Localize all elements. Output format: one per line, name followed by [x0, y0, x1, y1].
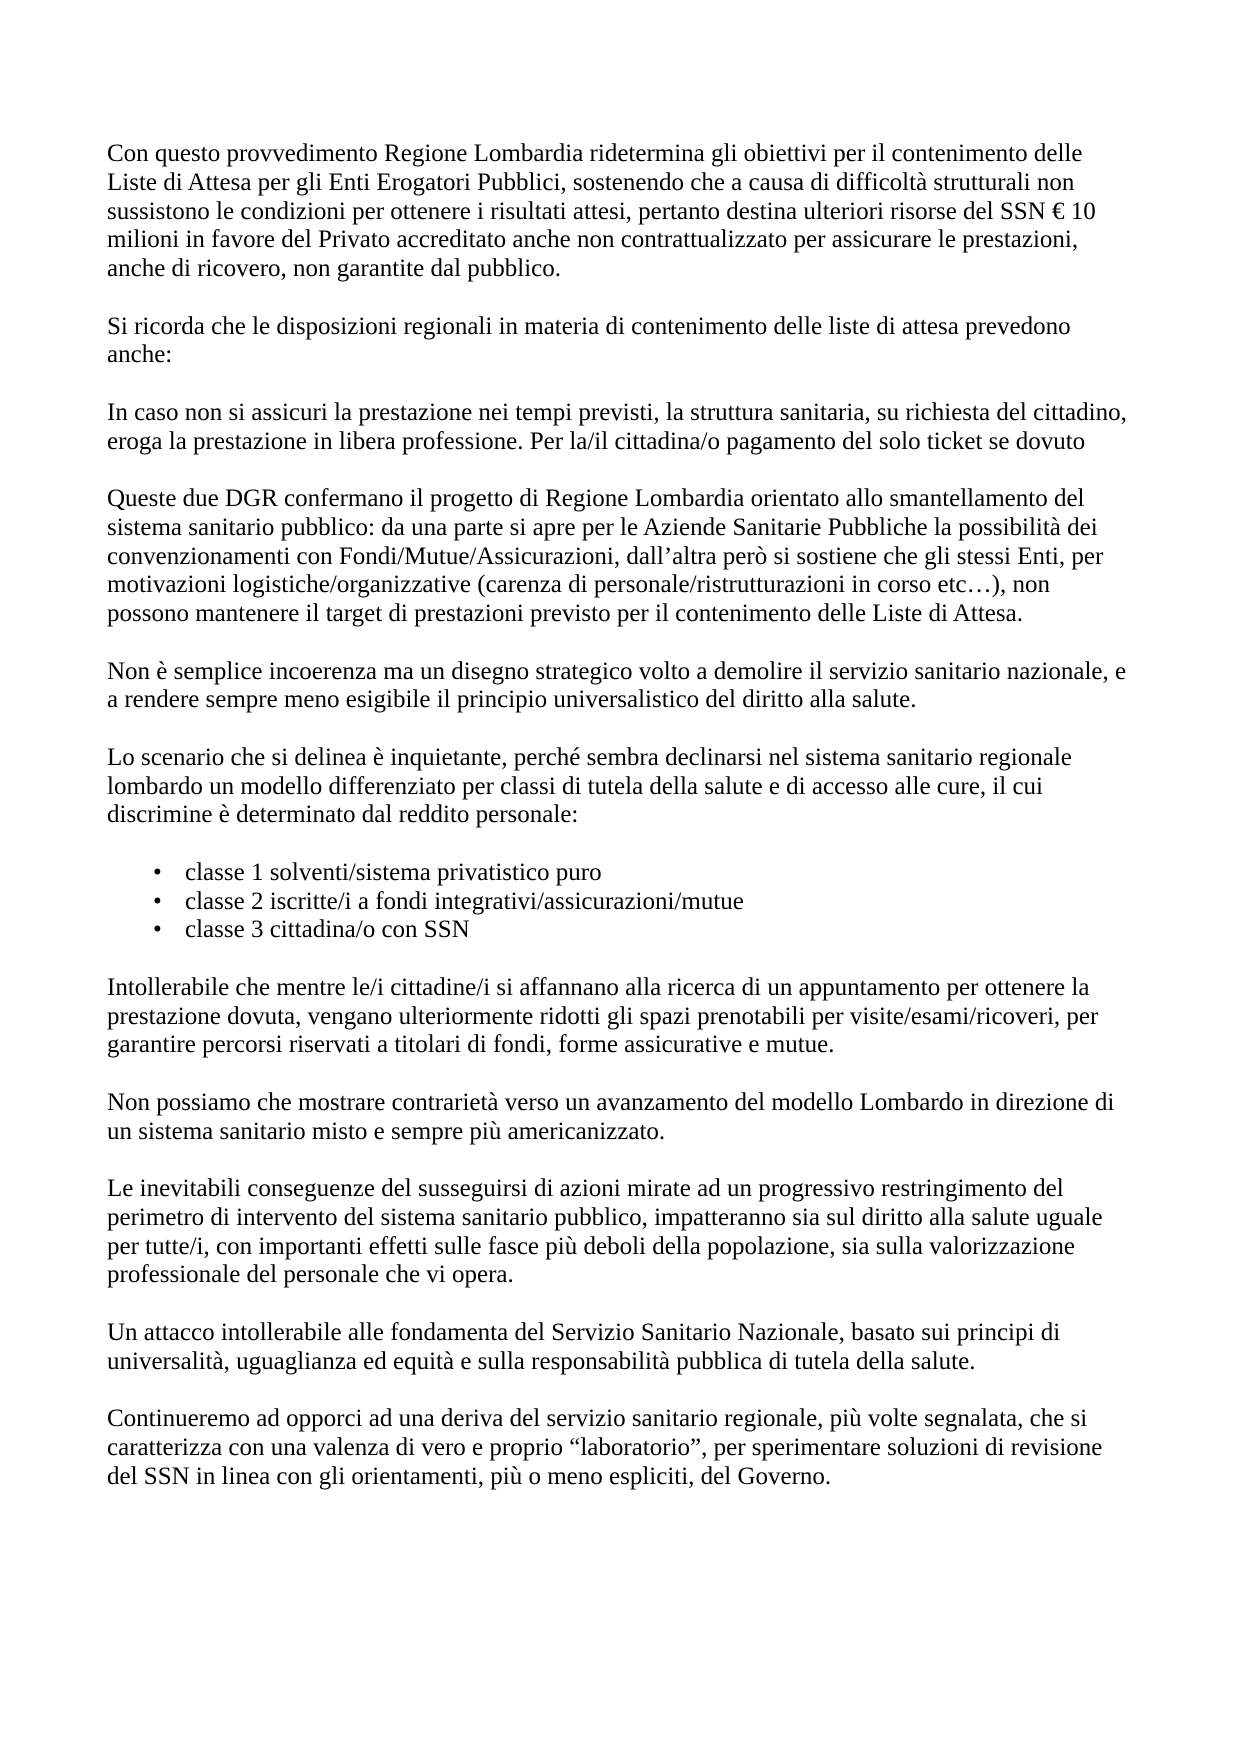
paragraph-intollerabile: Intollerabile che mentre le/i cittadine/i si affannano alla ricerca di un appuntamento per ottenere la prestazione dovuta, vengano ulteriormente ridotti gli spazi prenotabili per visite/esami/ricoveri, per garantire percorsi riservati a titolari di fondi, forme assicurative e mutue. [107, 973, 1099, 1059]
paragraph-libera-professione: In caso non si assicuri la prestazione nei tempi previsti, la struttura sanitaria, su richiesta del cittadino, eroga la prestazione in libera professione. Per la/il cittadina/o pagamento del solo ticket se dovuto [107, 398, 1127, 455]
class-list-item-1: • classe 1 solventi/sistema privatistico puro [185, 859, 1137, 888]
paragraph-disposizioni-regionali: Si ricorda che le disposizioni regionali in materia di contenimento delle liste di attesa prevedono anche: [107, 312, 1071, 369]
paragraph-provvedimento: Con questo provvedimento Regione Lombardia ridetermina gli obiettivi per il contenimento delle Liste di Attesa per gli Enti Erogatori Pubblici, sostenendo che a causa di difficoltà strutturali non sussistono le condizioni per ottenere i risultati attesi, pertanto destina ulteriori risorse del SSN € 10 milioni in favore del Privato accreditato anche non contrattualizzato per assicurare le prestazioni, anche di ricovero, non garantite dal pubblico. [107, 140, 1096, 282]
class-list [107, 859, 1137, 945]
paragraph-dgr-smantellamento: Queste due DGR confermano il progetto di Regione Lombardia orientato allo smantellamento del sistema sanitario pubblico: da una parte si apre per le Aziende Sanitarie Pubbliche la possibilità dei convenzionamenti con Fondi/Mutue/Assicurazioni, dall’altra però si sostiene che gli stessi Enti, per motivazioni logistiche/organizzative (carenza di personale/ristrutturazioni in corso etc…), non possono mantenere il target di prestazioni previsto per il contenimento delle Liste di Attesa. [107, 485, 1104, 627]
class-list-item-3: • classe 3 cittadina/o con SSN [185, 916, 1137, 945]
paragraph-disegno-strategico: Non è semplice incoerenza ma un disegno strategico volto a demolire il servizio sanitario nazionale, e a rendere sempre meno esigibile il principio universalistico del diritto alla salute. [107, 657, 1127, 714]
paragraph-scenario-classi: Lo scenario che si delinea è inquietante, perché sembra declinarsi nel sistema sanitario regionale lombardo un modello differenziato per classi di tutela della salute e di accesso alle cure, il cui discrimine è determinato dal reddito personale: [107, 743, 1072, 829]
paragraph-attacco-ssn: Un attacco intollerabile alle fondamenta del Servizio Sanitario Nazionale, basato sui principi di universalità, uguaglianza ed equità e sulla responsabilità pubblica di tutela della salute. [107, 1318, 1061, 1375]
paragraph-continueremo: Continueremo ad opporci ad una deriva del servizio sanitario regionale, più volte segnalata, che si caratterizza con una valenza di vero e proprio “laboratorio”, per sperimentare soluzioni di revisione del SSN in linea con gli orientamenti, più o meno espliciti, del Governo. [107, 1405, 1103, 1490]
paragraph-contrarieta: Non possiamo che mostrare contrarietà verso un avanzamento del modello Lombardo in direzione di un sistema sanitario misto e sempre più americanizzato. [107, 1088, 1115, 1145]
class-list-item-2: • classe 2 iscritte/i a fondi integrativi/assicurazioni/mutue [185, 888, 1137, 917]
paragraph-conseguenze: Le inevitabili conseguenze del susseguirsi di azioni mirate ad un progressivo restringimento del perimetro di intervento del sistema sanitario pubblico, impatteranno sia sul diritto alla salute uguale per tutte/i, con importanti effetti sulle fasce più deboli della popolazione, sia sulla valorizzazione professionale del personale che vi opera. [107, 1175, 1103, 1289]
